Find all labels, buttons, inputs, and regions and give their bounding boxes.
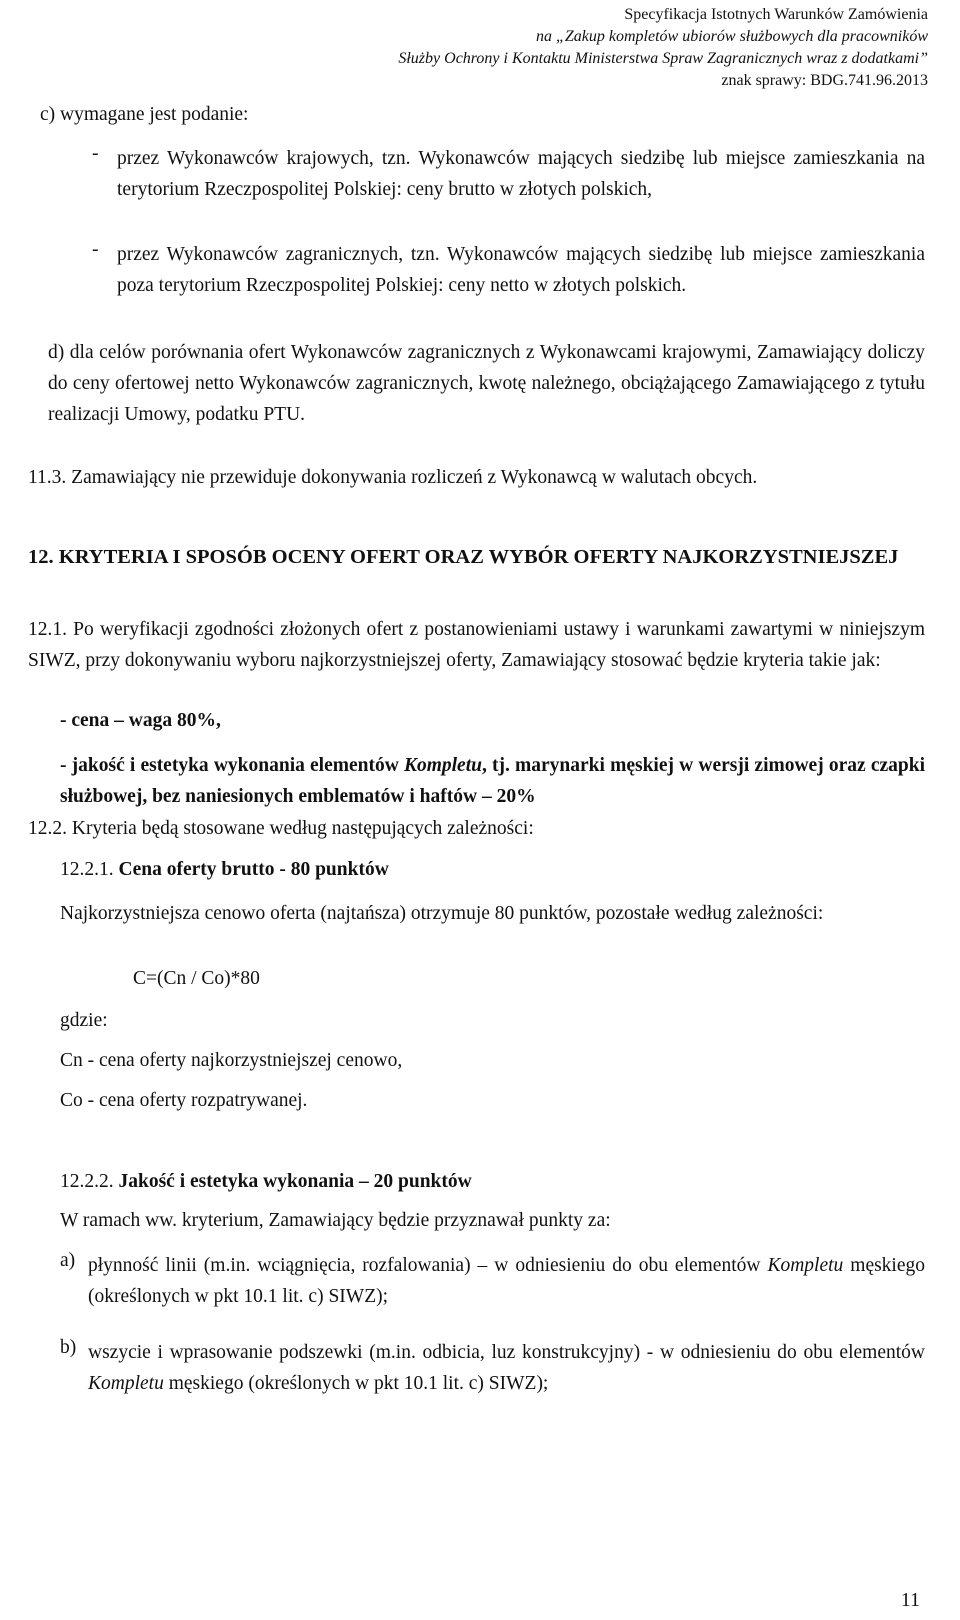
section-c-item2: przez Wykonawców zagranicznych, tzn. Wykonawców mających siedzibę lub miejsce zamieszkania poza terytorium Rzeczpospolitej Polskiej: ceny netto w złotych polskich. (117, 244, 925, 296)
item-a-part1: płynność linii (m.in. wciągnięcia, rozfalowania) – w odniesieniu do obu elementów (88, 1255, 768, 1276)
paragraph-12-2-2-title (60, 1171, 472, 1193)
definition-cn: Cn - cena oferty najkorzystniejszej cenowo, (60, 1050, 403, 1071)
item-a-label: a) (60, 1250, 76, 1271)
definition-co: Co - cena oferty rozpatrywanej. (60, 1090, 308, 1111)
header-line-1: Specyfikacja Istotnych Warunków Zamówienia (624, 6, 928, 23)
item-b (88, 1337, 925, 1399)
criterion-price: - cena – waga 80%, (60, 710, 221, 731)
paragraph-12-2-1-desc: Najkorzystniejsza cenowo oferta (najtańsza) otrzymuje 80 punktów, pozostałe według zależności: (60, 903, 824, 924)
item-b-italic: Kompletu (88, 1373, 164, 1394)
section-c-label: c) wymagane jest podanie: (40, 104, 249, 125)
formula: C=(Cn / Co)*80 (133, 968, 260, 989)
section-c-item1-dash: - (92, 143, 99, 164)
paragraph-12-2-2-intro: W ramach ww. kryterium, Zamawiający będzie przyznawał punkty za: (60, 1210, 611, 1231)
document-header (398, 4, 928, 92)
paragraph-12-1: 12.1. Po weryfikacji zgodności złożonych ofert z postanowieniami ustawy i warunkami zawartymi w niniejszym SIWZ, przy dokonywaniu wyboru najkorzystniejszej oferty, Zamawiający stosować będzie kryteria takie jak: (28, 619, 925, 671)
item-b-part2: męskiego (określonych w pkt 10.1 lit. c) SIWZ); (163, 1373, 549, 1394)
header-line-2: na „Zakup kompletów ubiorów służbowych dla pracowników (536, 28, 928, 45)
page-number: 11 (900, 1589, 920, 1611)
item-a-italic: Kompletu (767, 1255, 844, 1276)
paragraph-11-3: 11.3. Zamawiający nie przewiduje dokonywania rozliczeń z Wykonawcą w walutach obcych. (28, 467, 758, 488)
heading-12: 12. KRYTERIA I SPOSÓB OCENY OFERT ORAZ WYBÓR OFERTY NAJKORZYSTNIEJSZEJ (28, 546, 899, 568)
paragraph-12-2-2-heading: Jakość i estetyka wykonania – 20 punktów (118, 1171, 472, 1192)
header-line-3: Służby Ochrony i Kontaktu Ministerstwa Spraw Zagranicznych wraz z dodatkami” (398, 50, 928, 67)
paragraph-12-2: 12.2. Kryteria będą stosowane według następujących zależności: (28, 818, 534, 839)
item-a-part2: męskiego (określonych w pkt 10.1 lit. c) SIWZ); (88, 1255, 926, 1307)
paragraph-12-2-2-number: 12.2.2. (60, 1171, 119, 1192)
section-d-text: d) dla celów porównania ofert Wykonawców zagranicznych z Wykonawcami krajowymi, Zamawiający doliczy do ceny ofertowej netto Wykonawców zagranicznych, kwotę należnego, obciążającego Zamawiającego z tytułu realizacji Umowy, podatku PTU. (48, 342, 925, 425)
section-c-item2-dash: - (92, 239, 99, 260)
item-b-label: b) (60, 1337, 77, 1358)
where-label: gdzie: (60, 1010, 108, 1031)
criterion-quality-part1: - jakość i estetyka wykonania elementów (60, 755, 404, 776)
criterion-quality (60, 750, 925, 812)
paragraph-12-2-1-number: 12.2.1. (60, 859, 119, 880)
criterion-quality-italic: Kompletu (403, 755, 482, 776)
criterion-quality-part3: , tj. marynarki męskiej w wersji zimowej oraz czapki służbowej, bez naniesionych emblematów i haftów – 20% (60, 755, 925, 807)
section-c-item1: przez Wykonawców krajowych, tzn. Wykonawców mających siedzibę lub miejsce zamieszkania na terytorium Rzeczpospolitej Polskiej: ceny brutto w złotych polskich, (117, 148, 925, 200)
section-d (48, 337, 925, 430)
paragraph-12-2-1-heading: Cena oferty brutto - 80 punktów (118, 859, 389, 880)
item-a (88, 1250, 925, 1312)
paragraph-12-2-1-title (60, 859, 389, 881)
header-case-number: znak sprawy: BDG.741.96.2013 (721, 72, 928, 89)
item-b-part1: wszycie i wprasowanie podszewki (m.in. odbicia, luz konstrukcyjny) - w odniesieniu do obu elementów (88, 1342, 925, 1363)
